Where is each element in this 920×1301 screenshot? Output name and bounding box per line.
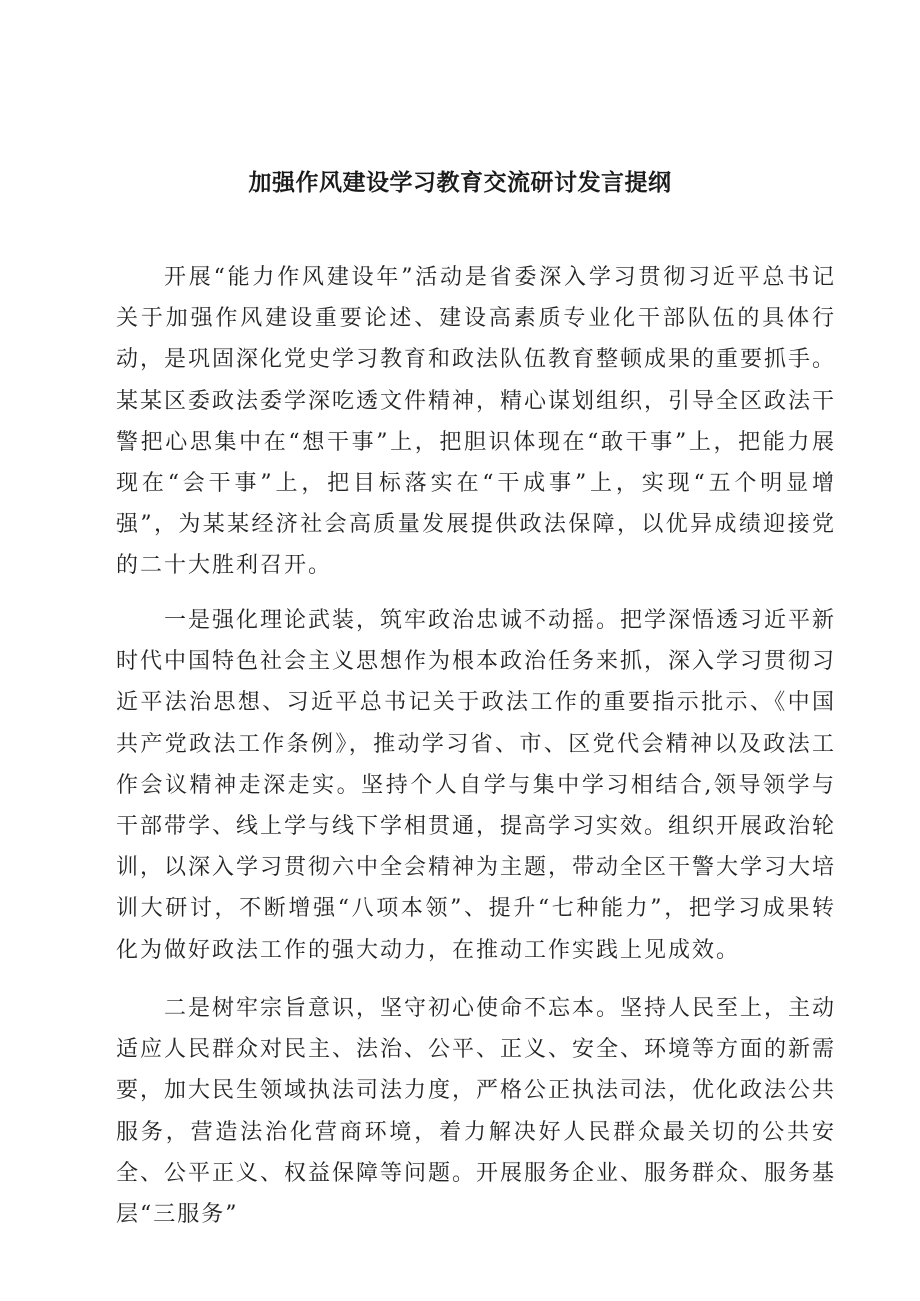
paragraph-point-two: 二是树牢宗旨意识，坚守初心使命不忘本。坚持人民至上，主动适应人民群众对民主、法治、公平、正义、安全、环境等方面的新需要，加大民生领域执法司法力度，严格公正执法司法，优化政法公共服务，营造法治化营商环境，着力解决好人民群众最关切的公共安全、公平正义、权益保障等问题。开展服务企业、服务群众、服务基层“三服务” — [116, 996, 837, 1228]
document-title: 加强作风建设学习教育交流研讨发言提纲 — [248, 170, 672, 196]
paragraph-intro: 开展“能力作风建设年”活动是省委深入学习贯彻习近平总书记关于加强作风建设重要论述、建设高素质专业化干部队伍的具体行动，是巩固深化党史学习教育和政法队伍教育整顿成果的重要抓手。某某区委政法委学深吃透文件精神，精心谋划组织，引导全区政法干警把心思集中在“想干事”上，把胆识体现在“敢干事”上，把能力展现在“会干事”上，把目标落实在“干成事”上，实现“五个明显增强”，为某某经济社会高质量发展提供政法保障，以优异成绩迎接党的二十大胜利召开。 — [116, 265, 837, 579]
paragraph-point-one: 一是强化理论武装，筑牢政治忠诚不动摇。把学深悟透习近平新时代中国特色社会主义思想作为根本政治任务来抓，深入学习贯彻习近平法治思想、习近平总书记关于政法工作的重要指示批示、《中国共产党政法工作条例》，推动学习省、市、区党代会精神以及政法工作会议精神走深走实。坚持个人自学与集中学习相结合,领导领学与干部带学、线上学与线下学相贯通，提高学习实效。组织开展政治轮训，以深入学习贯彻六中全会精神为主题，带动全区干警大学习大培训大研讨，不断增强“八项本领”、提升“七种能力”，把学习成果转化为做好政法工作的强大动力，在推动工作实践上见成效。 — [116, 608, 837, 963]
